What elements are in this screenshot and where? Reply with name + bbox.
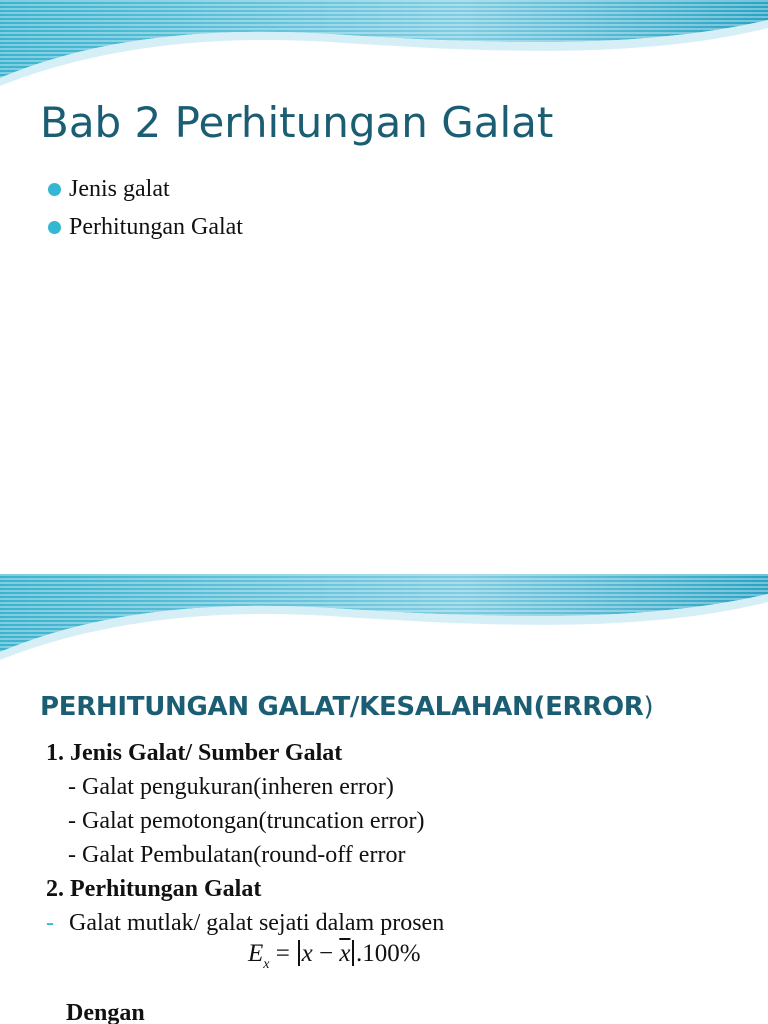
- list-item: - Galat pemotongan(truncation error): [68, 808, 425, 834]
- section-heading: 2. Perhitungan Galat: [46, 876, 262, 902]
- slide-title-text: PERHITUNGAN GALAT/KESALAHAN(ERROR: [40, 692, 644, 722]
- formula-x: x: [301, 940, 313, 967]
- list-item: - Galat Pembulatan(round-off error: [68, 842, 406, 868]
- abs-bar-right: [352, 940, 354, 966]
- list-item: [46, 906, 444, 940]
- abs-bar-left: [298, 940, 300, 966]
- formula-minus: −: [318, 940, 334, 967]
- list-item-label: Galat mutlak/ galat sejati dalam prosen: [69, 910, 445, 936]
- slide-body: [46, 736, 444, 940]
- list-item: [48, 208, 243, 246]
- section-heading: 1. Jenis Galat/ Sumber Galat: [46, 740, 343, 766]
- bullet-dot-icon: [48, 221, 61, 234]
- dash-bullet-icon: -: [46, 910, 54, 936]
- header-wave-decoration: [0, 574, 768, 664]
- formula-equals: =: [275, 940, 290, 967]
- slide-title: [40, 692, 653, 722]
- formula-lhs: E: [248, 940, 264, 967]
- formula-tail: .100%: [355, 940, 421, 967]
- slide-title-paren: ): [643, 692, 654, 722]
- slide-2: [0, 574, 768, 1024]
- slide-title: Bab 2 Perhitungan Galat: [40, 98, 554, 147]
- bullet-list: [48, 170, 243, 246]
- list-item: [48, 170, 243, 208]
- list-item: - Galat pengukuran(inheren error): [68, 774, 394, 800]
- list-item-label: Jenis galat: [69, 176, 170, 202]
- list-item-label: Perhitungan Galat: [69, 214, 243, 240]
- error-formula: [248, 940, 421, 973]
- formula-subscript: x: [263, 957, 270, 972]
- formula-xbar: $\overline{x}$: [339, 940, 351, 967]
- trailing-text: Dengan: [66, 1000, 145, 1024]
- header-wave-decoration: [0, 0, 768, 90]
- bullet-dot-icon: [48, 183, 61, 196]
